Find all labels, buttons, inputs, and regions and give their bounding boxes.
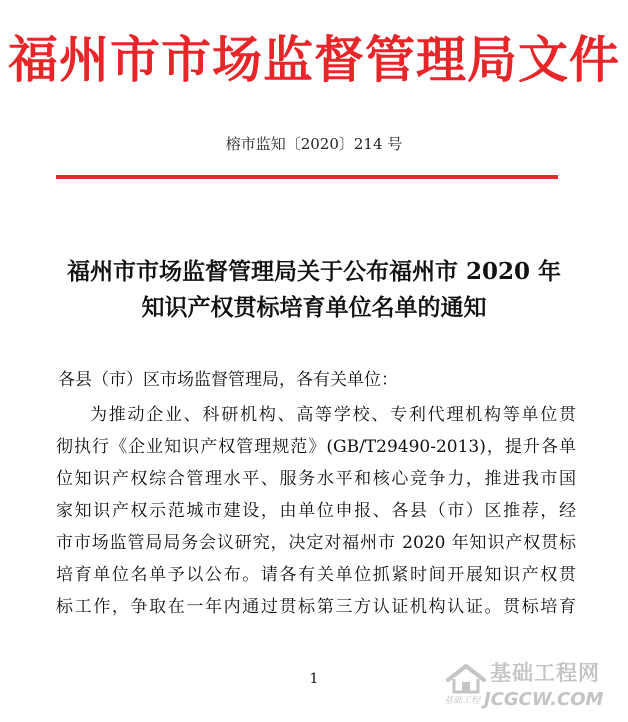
header-divider bbox=[56, 175, 558, 179]
body-line: 位知识产权综合管理水平、服务水平和核心竞争力，推进我市国 bbox=[56, 469, 576, 489]
watermark-site-name: 基础工程网 bbox=[490, 661, 600, 685]
body-paragraph bbox=[56, 399, 576, 623]
body-line: 培育单位名单予以公布。请各有关单位抓紧时间开展知识产权贯 bbox=[56, 565, 576, 585]
watermark-url: JCGCW.COM bbox=[484, 689, 604, 710]
addressee: 各县（市）区市场监督管理局，各有关单位： bbox=[58, 370, 398, 390]
document-header-title: 福州市市场监督管理局文件 bbox=[8, 30, 620, 89]
notice-title bbox=[0, 254, 628, 326]
notice-title-line-1: 福州市市场监督管理局关于公布福州市 2020 年 bbox=[66, 258, 562, 285]
notice-title-line-2: 知识产权贯标培育单位名单的通知 bbox=[141, 294, 487, 321]
body-line: 市市场监管局局务会议研究，决定对福州市 2020 年知识产权贯标 bbox=[56, 533, 576, 553]
house-icon bbox=[446, 662, 486, 694]
document-number: 榕市监知〔2020〕214 号 bbox=[225, 135, 403, 153]
site-watermark bbox=[446, 658, 616, 714]
body-line: 彻执行《企业知识产权管理规范》(GB/T29490-2013)，提升各单 bbox=[56, 437, 576, 457]
body-line: 标工作，争取在一年内通过贯标第三方认证机构认证。贯标培育 bbox=[56, 597, 576, 617]
body-line: 为推动企业、科研机构、高等学校、专利代理机构等单位贯 bbox=[90, 405, 576, 425]
page-number: 1 bbox=[309, 671, 319, 687]
watermark-small-text: 基础工程 bbox=[444, 696, 481, 706]
body-line: 家知识产权示范城市建设，由单位申报、各县（市）区推荐，经 bbox=[56, 501, 576, 521]
